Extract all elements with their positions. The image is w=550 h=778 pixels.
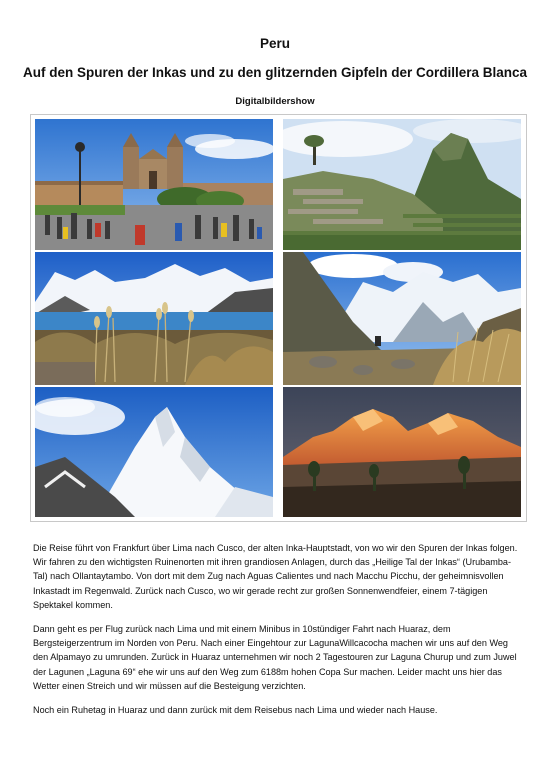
glacier-valley-photo	[283, 252, 521, 385]
cusco-plaza-photo	[35, 119, 273, 250]
alpamayo-peak-photo	[35, 387, 273, 517]
paragraph-return: Noch ein Ruhetag in Huaraz und dann zurück mit dem Reisebus nach Lima und wieder nach Hause.	[33, 705, 438, 716]
page-tagline: Digitalbildershow	[235, 96, 315, 107]
page-subtitle: Auf den Spuren der Inkas und zu den glitzernden Gipfeln der Cordillera Blanca	[22, 65, 528, 80]
machu-picchu-photo	[283, 119, 521, 250]
lagoon-grass-photo	[35, 252, 273, 385]
paragraph-journey-cusco: Die Reise führt von Frankfurt über Lima nach Cusco, der alten Inka-Hauptstadt, von wo wir den Spuren der Inkas folgen. Wir fahren zu den wichtigsten Ruinenorten mit ihren grandiosen Anlagen, durch das „Heilige Tal der Inkas“ (Urubamba-Tal) nach Ollantaytambo. Von dort mit dem Zug nach Aguas Calientes und nach Macchu Picchu, der geheimnisvollen Inkastadt im Regenwald. Zurück nach Cusco, wo wir gerade recht zur großen Sonnenwendfeier, einem 7-tägigen Spektakel kommen.	[33, 543, 518, 610]
photo-grid	[30, 114, 527, 522]
page-title: Peru	[259, 36, 290, 51]
sunset-peaks-photo	[283, 387, 521, 517]
paragraph-huaraz: Dann geht es per Flug zurück nach Lima und mit einem Minibus in 10stündiger Fahrt nach Huaraz, dem Bergsteigerzentrum im Norden von Peru. Nach einer Eingehtour zur LagunaWillcacocha machen wir uns auf den Weg den Alpamayo zu umrunden. Zurück in Huaraz unternehmen wir noch 2 Tagestouren zur Laguna Churup und zum Juwel der Lagunen „Laguna 69“ ehe wir uns auf den Weg zum 6188m hohen Copa Sur machen. Leider macht uns hier das Wetter einen Streich und wir müssen auf die Besteigung verzichten.	[33, 624, 517, 691]
description-text	[33, 541, 519, 727]
